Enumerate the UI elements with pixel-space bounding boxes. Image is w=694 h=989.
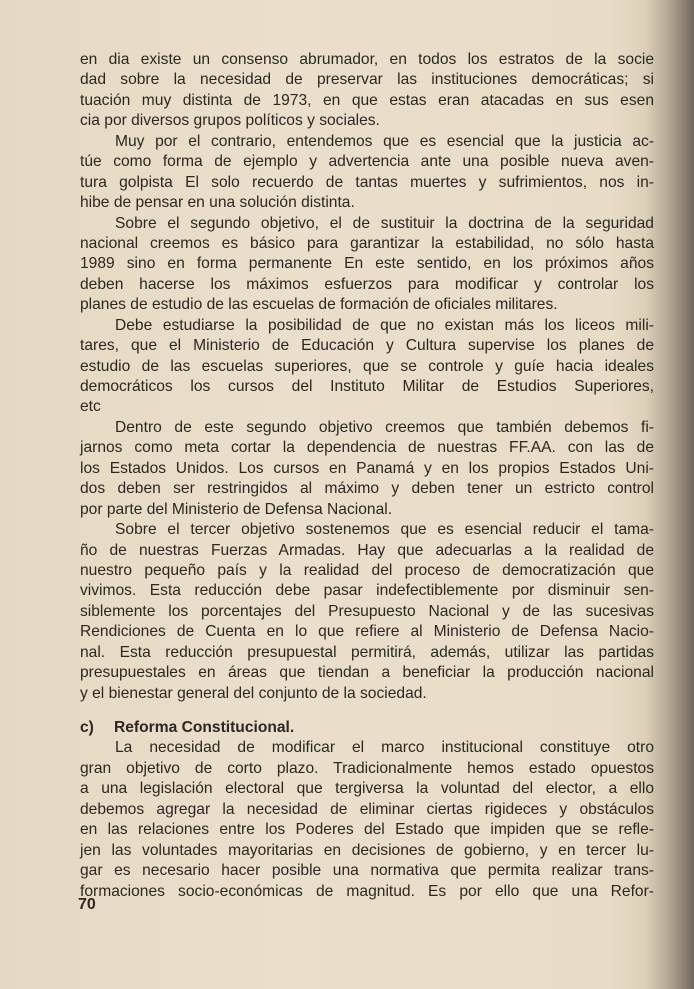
- text-line: ño de nuestras Fuerzas Armadas. Hay que adecuarlas a la realidad de: [80, 541, 654, 559]
- paragraph: [80, 132, 654, 214]
- text-line: democráticos los cursos del Instituto Militar de Estudios Superiores,: [80, 378, 654, 395]
- text-line: en dia existe un consenso abrumador, en todos los estratos de la socie: [80, 51, 654, 68]
- text-line: dad sobre la necesidad de preservar las instituciones democráticas; si: [80, 71, 654, 89]
- text-line: Debe estudiarse la posibilidad de que no existan más los liceos mili-: [115, 316, 654, 334]
- text-line: por parte del Ministerio de Defensa Nacional.: [80, 500, 393, 518]
- text-line: estudio de las escuelas superiores, que se controle y guíe hacia ideales: [80, 357, 654, 375]
- text-line: dos deben ser restringidos al máximo y deben tener un estricto control: [80, 480, 654, 498]
- text-line: los Estados Unidos. Los cursos en Panamá y en los propios Estados Uni-: [80, 459, 654, 477]
- text-line: vivimos. Esta reducción debe pasar indefectiblemente por disminuir sen-: [80, 582, 654, 600]
- text-line: presupuestales en áreas que tiendan a beneficiar la producción nacional: [80, 664, 654, 682]
- text-line: túe como forma de ejemplo y advertencia ante una posible nueva aven-: [80, 153, 654, 171]
- paragraph: [80, 418, 654, 520]
- text-line: jarnos como meta cortar la dependencia de nuestras FF.AA. con las de: [80, 439, 654, 457]
- page-number: 70: [78, 896, 96, 913]
- text-line: gar es necesario hacer posible una normativa que permita realizar trans-: [80, 862, 654, 880]
- text-line: gran objetivo de corto plazo. Tradicionalmente hemos estado opuestos: [80, 759, 654, 777]
- text-line: y el bienestar general del conjunto de la sociedad.: [80, 684, 427, 702]
- text-line: deben hacerse los máximos esfuerzos para modificar y controlar los: [80, 275, 654, 293]
- text-line: formaciones socio-económicas de magnitud. Es por ello que una Refor-: [80, 882, 654, 900]
- text-line: nuestro pequeño país y la realidad del proceso de democratización que: [80, 561, 654, 579]
- text-line: cia por diversos grupos políticos y sociales.: [80, 112, 380, 130]
- text-line: Sobre el tercer objetivo sostenemos que es esencial reducir el tama-: [115, 521, 654, 539]
- text-line: hibe de pensar en una solución distinta.: [80, 194, 355, 212]
- text-line: tares, que el Ministerio de Educación y Cultura supervise los planes de: [80, 337, 654, 355]
- text-line: Sobre el segundo objetivo, el de sustituir la doctrina de la seguridad: [115, 214, 654, 232]
- text-line: nal. Esta reducción presupuestal permitirá, además, utilizar las partidas: [80, 643, 654, 661]
- text-line: 1989 sino en forma permanente En este sentido, en los próximos años: [80, 255, 654, 273]
- paragraph: [80, 50, 654, 132]
- text-line: planes de estudio de las escuelas de formación de oficiales militares.: [80, 296, 558, 314]
- paragraph: [80, 738, 654, 902]
- text-line: nacional creemos es básico para garantizar la estabilidad, no sólo hasta: [80, 234, 654, 252]
- text-line: jen las voluntades mayoritarias en decisiones de gobierno, y en tercer lu-: [80, 841, 654, 859]
- text-line: siblemente los porcentajes del Presupuesto Nacional y de las sucesivas: [80, 602, 654, 620]
- text-line: a una legislación electoral que tergiversa la voluntad del elector, a ello: [80, 780, 654, 798]
- text-line: tuación muy distinta de 1973, en que estas eran atacadas en sus esen: [80, 91, 654, 109]
- paragraph: [80, 316, 654, 418]
- text-line: en las relaciones entre los Poderes del Estado que impiden que se refle-: [80, 821, 654, 839]
- paragraph: [80, 214, 654, 316]
- text-line: Muy por el contrario, entendemos que es esencial que la justicia ac-: [115, 132, 654, 150]
- text-line: Rendiciones de Cuenta en lo que refiere al Ministerio de Defensa Nacio-: [80, 623, 654, 641]
- text-line: debemos agregar la necesidad de eliminar ciertas rigideces y obstáculos: [80, 800, 654, 818]
- paragraph: [80, 520, 654, 704]
- page-body: [80, 50, 654, 902]
- text-line: Dentro de este segundo objetivo creemos que también debemos fi-: [115, 418, 654, 436]
- section-heading: [80, 718, 654, 738]
- section-title: Reforma Constitucional.: [114, 719, 295, 736]
- text-line: etc: [80, 398, 101, 416]
- text-line: La necesidad de modificar el marco institucional constituye otro: [115, 739, 654, 757]
- section-label: c): [80, 719, 94, 736]
- text-line: tura golpista El solo recuerdo de tantas muertes y sufrimientos, nos in-: [80, 173, 654, 191]
